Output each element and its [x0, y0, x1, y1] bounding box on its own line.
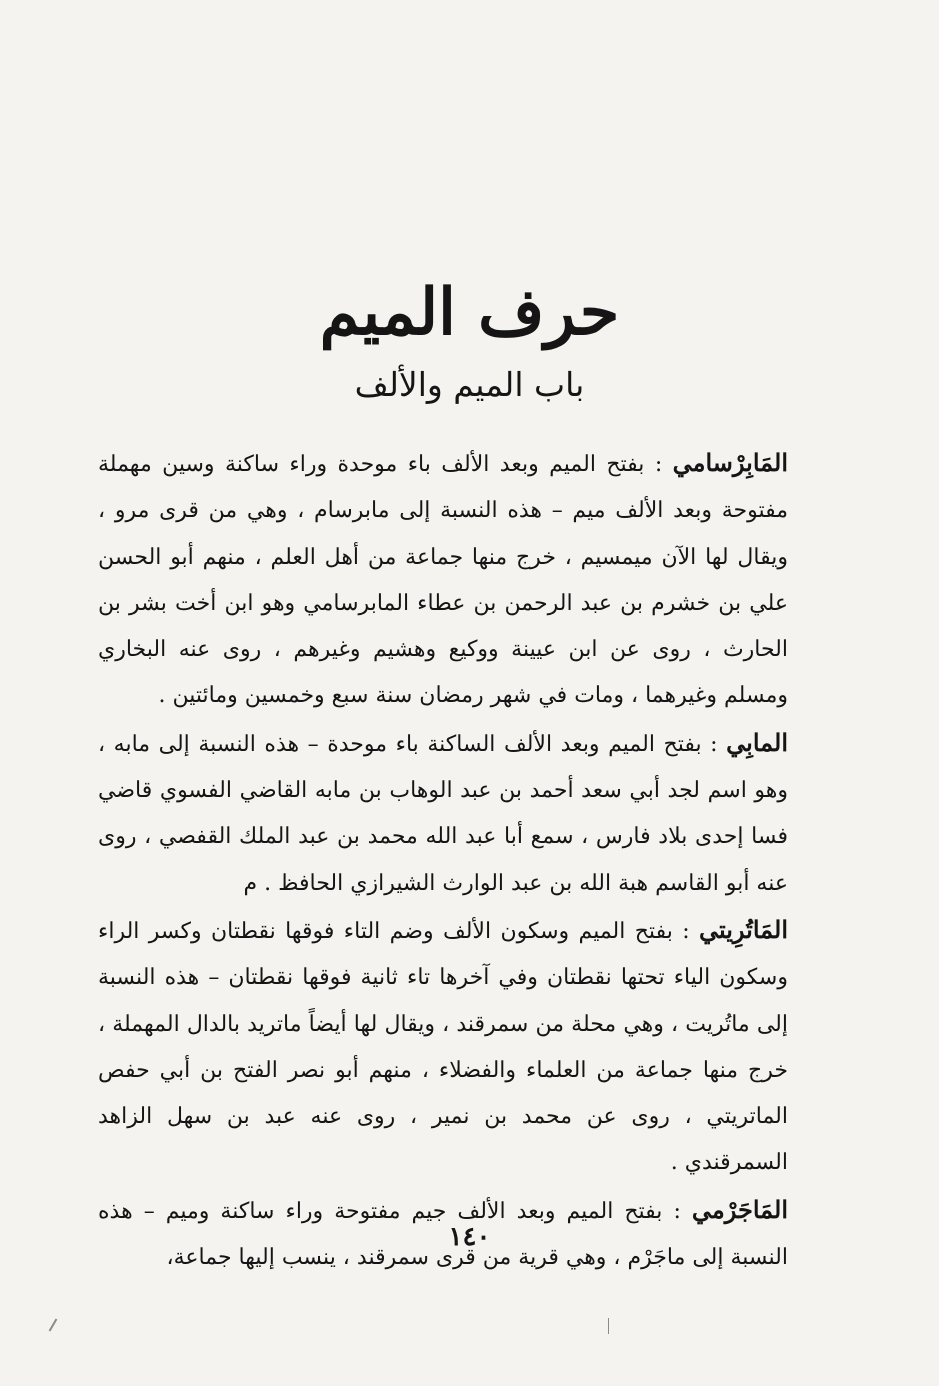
entry-headword: المَابِرْسامي: [672, 448, 788, 477]
scan-mark: [49, 1318, 58, 1331]
entry-text: بفتح الميم وبعد الألف باء موحدة وراء ساكنة وسين مهملة مفتوحة وبعد الألف ميم – هذه النسبة إلى مابرسام ، وهي من قرى مرو ، ويقال لها الآن ميمسيم ، خرج منها جماعة من أهل العلم ، منهم أبو الحسن علي بن خشرم بن عبد الرحمن بن عطاء المابرسامي وهو ابن أخت بشر بن الحارث ، روى عن ابن عيينة ووكيع وهشيم وغيرهم ، روى عنه البخاري ومسلم وغيرهما ، ومات في شهر رمضان سنة سبع وخمسين ومائتين .: [98, 452, 788, 709]
entry-mabi: [98, 720, 788, 907]
entry-mabarsami: [98, 440, 788, 720]
entry-separator: :: [672, 918, 699, 944]
entry-headword: المَاجَرْمي: [691, 1194, 788, 1224]
entry-separator: :: [701, 731, 727, 757]
entry-headword: المَاتُرِيتي: [698, 914, 788, 944]
scan-mark: [608, 1318, 609, 1334]
chapter-title: حرف الميم: [319, 275, 620, 350]
entry-headword: المابِي: [726, 727, 788, 757]
entry-separator: :: [662, 1198, 692, 1224]
entry-text: بفتح الميم وسكون الألف وضم التاء فوقها نقطتان وكسر الراء وسكون الياء تحتها نقطتان وفي آخرها تاء ثانية فوقها نقطتان – هذه النسبة إلى ماتُريت ، وهي محلة من سمرقند ، ويقال لها أيضاً ماتريد بالدال المهملة ، خرج منها جماعة من العلماء والفضلاء ، منهم أبو نصر الفتح بن أبي حفص الماتريتي ، روى عن محمد بن نمير ، روى عنه عبد بن سهل الزاهد السمرقندي .: [98, 918, 788, 1176]
page-number: ١٤٠: [448, 1222, 491, 1252]
entries-body: [98, 440, 788, 1281]
entry-separator: :: [644, 452, 673, 477]
section-title: باب الميم والألف: [354, 365, 585, 404]
entry-maturiti: [98, 907, 788, 1187]
entry-text: بفتح الميم وبعد الألف الساكنة باء موحدة – هذه النسبة إلى مابه ، وهو اسم لجد أبي سعد أحمد بن عبد الوهاب بن مابه القاضي الفسوي قاضي فسا إحدى بلاد فارس ، سمع أبا عبد الله محمد بن عبد الملك القفصي ، روى عنه أبو القاسم هبة الله بن عبد الوارث الشيرازي الحافظ . م: [98, 731, 788, 896]
entry-text: بفتح الميم وبعد الألف جيم مفتوحة وراء ساكنة وميم – هذه النسبة إلى ماجَرْم ، وهي قرية من قرى سمرقند ، ينسب إليها جماعة،: [98, 1198, 788, 1271]
